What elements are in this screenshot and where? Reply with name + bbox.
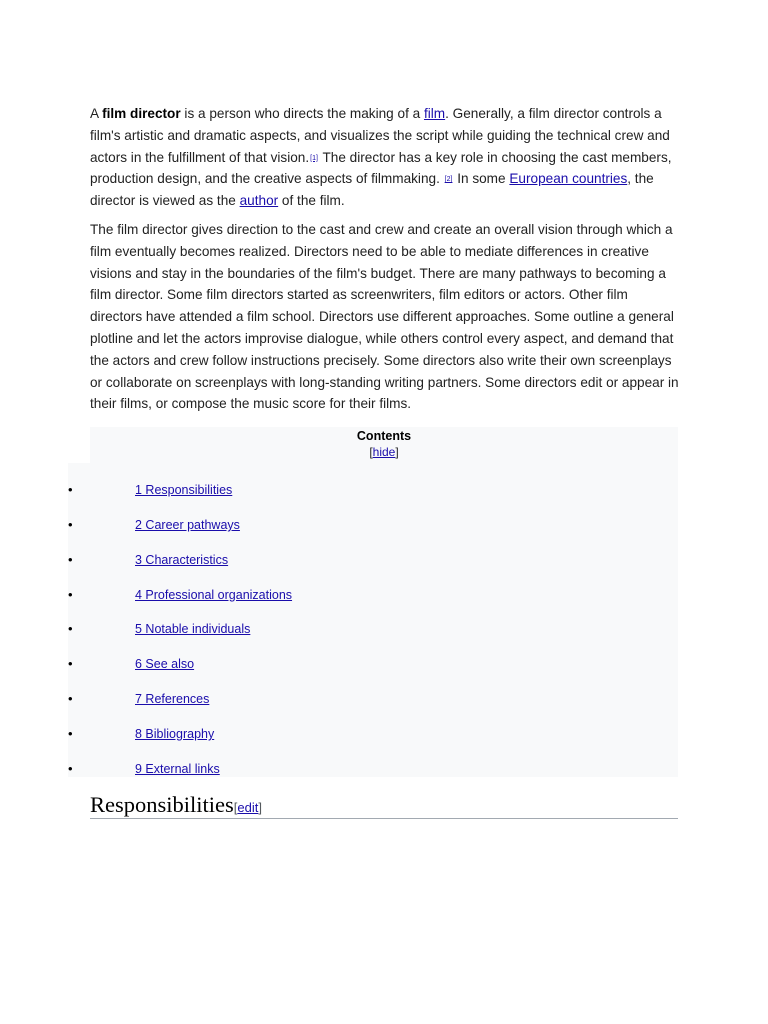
toc-item-notable-individuals: [68, 619, 678, 639]
table-of-contents: [68, 463, 678, 777]
bullet-icon: •: [68, 691, 73, 706]
intro-text: In some: [453, 171, 510, 187]
section-title: Responsibilities: [90, 792, 234, 817]
toc-item-responsibilities: [68, 480, 678, 500]
intro-text: , the director is viewed as the: [90, 171, 654, 209]
edit-bracket-open: [: [233, 800, 238, 815]
intro-paragraph-1: [90, 103, 680, 212]
bullet-icon: •: [68, 656, 73, 671]
intro-text: is a person who directs the making of a: [180, 106, 424, 121]
toc-link[interactable]: 5 Notable individuals: [135, 622, 251, 636]
toc-header: [90, 427, 678, 463]
intro-text: A: [90, 106, 103, 121]
bullet-icon: •: [68, 587, 73, 602]
toc-title: Contents: [356, 429, 412, 443]
link-author[interactable]: author: [239, 193, 279, 209]
toc-link[interactable]: 7 References: [135, 692, 210, 706]
bullet-icon: •: [68, 482, 73, 497]
bullet-icon: •: [68, 726, 73, 741]
link-film[interactable]: film: [423, 106, 446, 121]
intro-text: . Generally, a film director controls a film's artistic and dramatic aspects, and visualizes the script while guiding the technical crew and actors in the fulfillment of that vision.: [90, 106, 670, 165]
toc-link[interactable]: 2 Career pathways: [135, 518, 240, 532]
bullet-icon: •: [68, 761, 73, 776]
toc-item-professional-organizations: [68, 585, 678, 605]
toc-item-bibliography: [68, 724, 678, 744]
intro-paragraph-2: The film director gives direction to the cast and crew and create an overall vision through which a film eventually becomes realized. Directors need to be able to mediate differences in creative visions and stay in the boundaries of the film's budget. There are many pathways to becoming a film director. Some film directors started as screenwriters, film editors or actors. Other film directors have attended a film school. Directors use different approaches. Some outline a general plotline and let the actors improvise dialogue, while others control every aspect, and demand that the actors and crew follow instructions precisely. Some directors also write their own screenplays or collaborate on screenplays with long-standing writing partners. Some directors edit or appear in their films, or compose the music score for their films.: [90, 222, 679, 412]
toc-link[interactable]: 3 Characteristics: [135, 553, 229, 567]
citation-2[interactable]: [2]: [444, 176, 453, 184]
bullet-icon: •: [68, 552, 73, 567]
toc-bracket-close: ]: [395, 445, 399, 459]
edit-link[interactable]: edit: [237, 800, 259, 815]
toc-toggle: [90, 444, 678, 461]
toc-hide-link[interactable]: hide: [372, 445, 396, 459]
toc-item-external-links: [68, 759, 678, 779]
toc-link[interactable]: 6 See also: [135, 657, 195, 671]
intro-text: of the film.: [278, 193, 345, 209]
toc-link[interactable]: 9 External links: [135, 762, 220, 776]
section-heading-responsibilities: [90, 790, 678, 819]
link-european-countries[interactable]: European countries: [509, 171, 628, 187]
toc-link[interactable]: 4 Professional organizations: [135, 588, 293, 602]
section-edit: [234, 800, 262, 815]
intro-text: The director has a key role in choosing the cast members, production design, and the creative aspects of filmmaking.: [90, 149, 672, 187]
toc-item-characteristics: [68, 550, 678, 570]
bullet-icon: •: [68, 621, 73, 636]
toc-item-career-pathways: [68, 515, 678, 535]
bullet-icon: •: [68, 517, 73, 532]
toc-item-see-also: [68, 654, 678, 674]
toc-item-references: [68, 689, 678, 709]
toc-bracket-open: [: [369, 445, 373, 459]
bold-term-film-director: film director: [102, 106, 181, 121]
toc-link[interactable]: 8 Bibliography: [135, 727, 215, 741]
edit-bracket-close: ]: [258, 800, 262, 815]
citation-1[interactable]: [1]: [310, 154, 318, 162]
toc-link[interactable]: 1 Responsibilities: [135, 483, 233, 497]
